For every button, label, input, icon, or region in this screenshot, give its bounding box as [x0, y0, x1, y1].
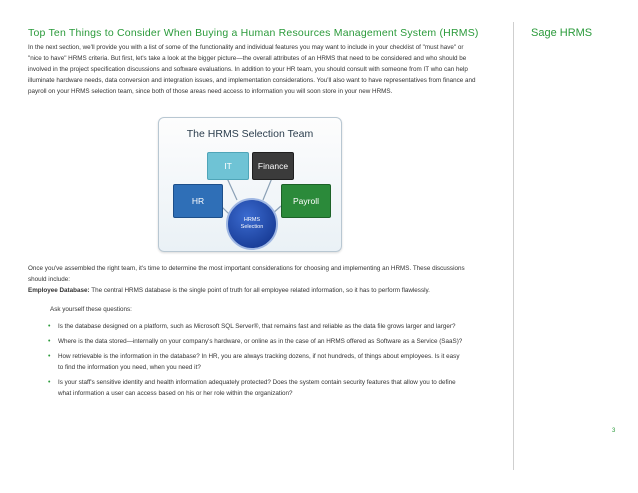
questions-list — [46, 322, 466, 404]
employee-database-paragraph — [28, 286, 478, 297]
employee-database-label: Employee Database: — [28, 287, 90, 294]
ask-yourself-heading: Ask yourself these questions: — [50, 306, 132, 313]
list-item — [46, 352, 466, 374]
finance-box: Finance — [252, 152, 294, 180]
it-box: IT — [207, 152, 249, 180]
after-diagram-paragraph: Once you've assembled the right team, it's time to determine the most important considerations for choosing and implementing an HRMS. These discussions should include: — [28, 265, 465, 283]
bullet-icon: • — [48, 378, 51, 386]
hrms-selection-circle — [226, 198, 278, 250]
page-number: 3 — [612, 428, 616, 434]
center-line-1: HRMS — [243, 217, 261, 223]
payroll-box: Payroll — [281, 184, 331, 218]
arrow-it — [227, 178, 237, 200]
bullet-icon: • — [48, 337, 51, 345]
question-text: Where is the data stored—internally on your company's hardware, or online as in the case of an HRMS offered as Software as a Service (SaaS)? — [58, 337, 463, 345]
question-text: Is your staff's sensitive identity and health information adequately protected? Does the system contain security features that allow you to define what information a user can access based on his or her role within the organization? — [58, 378, 456, 397]
list-item — [46, 322, 466, 333]
arrow-finance — [263, 178, 272, 200]
question-text: How retrievable is the information in the database? In HR, you are always tracking dozens, if not hundreds, of things about employees. Is it easy to find the information you need, when you need it? — [58, 352, 460, 371]
hr-box: HR — [173, 184, 223, 218]
hrms-team-diagram — [158, 117, 342, 252]
center-line-2: Selection — [240, 224, 264, 230]
intro-paragraph: In the next section, we'll provide you with a list of some of the functionality and individual features you may want to include in your checklist of "must have" or "nice to have" HRMS criteria. But first, let's take a look at the bigger picture—the overall attributes of an HRMS that need to be considered and who should be involved in the project specification discussions and software evaluations. In addition to your HR team, you should consult with someone from IT who can help illuminate hardware needs, data conversion and integration issues, and implementation considerations. You'll also want to have representatives from finance and payroll on your HRMS selection team, since both of those areas need access to information you will soon store in your new HRMS. — [28, 44, 476, 95]
diagram-title: The HRMS Selection Team — [186, 128, 314, 140]
bullet-icon: • — [48, 352, 51, 360]
question-text: Is the database designed on a platform, such as Microsoft SQL Server®, that remains fast and reliable as the data file grows larger and larger? — [58, 323, 456, 330]
vertical-divider — [513, 22, 514, 470]
header-title: Top Ten Things to Consider When Buying a Human Resources Management System (HRMS) — [28, 27, 479, 39]
brand-name: Sage HRMS — [531, 27, 593, 39]
list-item — [46, 378, 466, 400]
bullet-icon: • — [48, 323, 51, 330]
employee-database-text: The central HRMS database is the single point of truth for all employee related information, so it has to perform flawlessly. — [89, 287, 430, 294]
list-item — [46, 337, 466, 348]
